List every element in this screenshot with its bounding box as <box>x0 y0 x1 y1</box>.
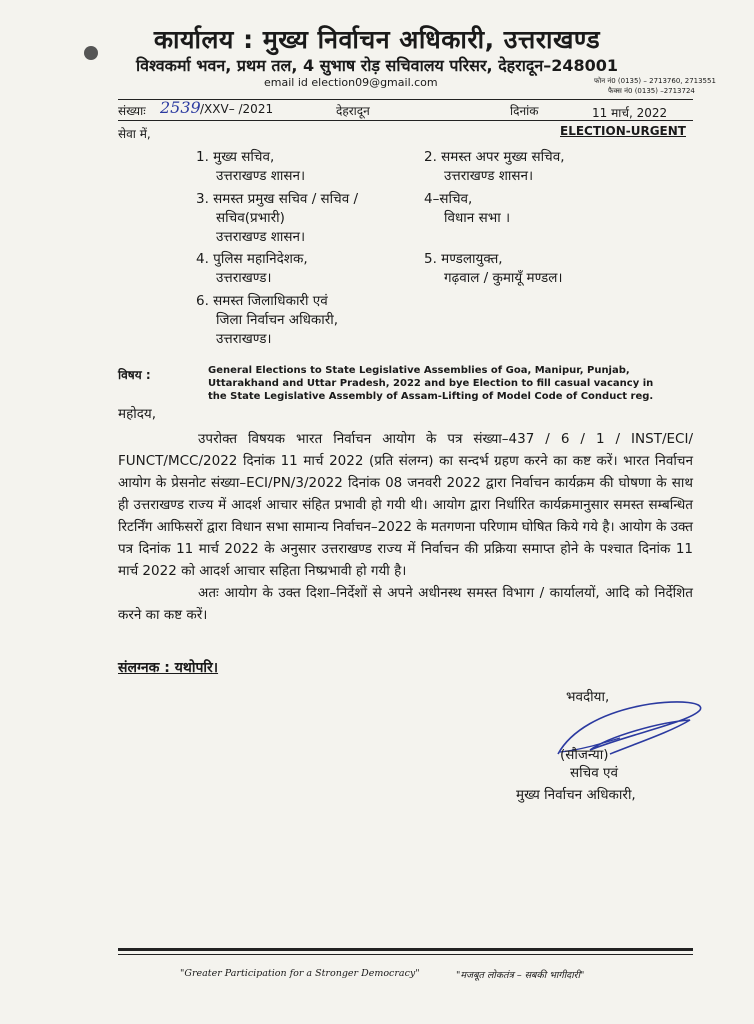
office-title: कार्यालय : मुख्य निर्वाचन अधिकारी, उत्तराखण्ड <box>153 25 601 54</box>
ref-series: /XXV– /2021 <box>200 102 274 116</box>
contact-block <box>594 76 716 96</box>
body-paragraph-2: अतः आयोग के उक्त दिशा–निर्देशों से अपने अधीनस्थ समस्त विभाग / कार्यालयों, आदि को निर्देशित करने का कष्ट करें। <box>118 585 693 623</box>
recipient-4-secretary: 4–सचिव, विधान सभा । <box>424 191 511 226</box>
fax-number: फैक्स नं0 (0135) –2713724 <box>608 87 695 95</box>
footer-slogan-hindi: "मजबूत लोकतंत्र – सबकी भागीदारी" <box>456 970 585 981</box>
recipient-1: 1. मुख्य सचिव, उत्तराखण्ड शासन। <box>196 149 306 184</box>
office-email: email id election09@gmail.com <box>264 76 438 89</box>
footer-slogan-english: "Greater Participation for a Stronger Democracy" <box>180 968 420 979</box>
recipient-5: 5. मण्डलायुक्त, गढ़वाल / कुमायूँ मण्डल। <box>424 251 563 286</box>
signature-closing: भवदीया, <box>566 689 610 705</box>
to-label: सेवा में, <box>118 127 151 141</box>
recipient-2: 2. समस्त अपर मुख्य सचिव, उत्तराखण्ड शासन। <box>424 149 565 184</box>
subject-label: विषय : <box>118 368 151 382</box>
signatory-designation-2: मुख्य निर्वाचन अधिकारी, <box>516 787 636 803</box>
footer-rule-thin <box>118 954 693 955</box>
ref-date: 11 मार्च, 2022 <box>592 106 668 120</box>
ref-city: देहरादून <box>336 104 370 118</box>
signatory-designation-1: सचिव एवं <box>570 765 618 781</box>
recipient-4: 4. पुलिस महानिदेशक, उत्तराखण्ड। <box>196 251 308 286</box>
subject-text: General Elections to State Legislative Assemblies of Goa, Manipur, Punjab, Uttarakhand and Uttar Pradesh, 2022 and bye Election to fill casual vacancy in the State Legislative Assembly of Assam-Lifting of Model Code of Conduct reg. <box>208 365 654 402</box>
phone-number: फोन नं0 (0135) – 2713760, 2713551 <box>594 77 716 85</box>
header-rule <box>118 99 693 100</box>
recipient-3: 3. समस्त प्रमुख सचिव / सचिव / सचिव(प्रभारी) उत्तराखण्ड शासन। <box>196 191 359 245</box>
ref-label: संख्याः <box>118 104 146 118</box>
ref-rule <box>118 120 693 121</box>
salutation: महोदय, <box>118 406 157 422</box>
ref-number: 2539 <box>160 98 201 117</box>
office-address: विश्वकर्मा भवन, प्रथम तल, 4 सुभाष रोड़ सचिवालय परिसर, देहरादून–248001 <box>135 56 619 75</box>
recipient-6: 6. समस्त जिलाधिकारी एवं जिला निर्वाचन अधिकारी, उत्तराखण्ड। <box>196 293 339 347</box>
urgent-label: ELECTION-URGENT <box>560 124 686 138</box>
ref-date-label: दिनांक <box>510 104 539 118</box>
signatory-name: (सौजन्या) <box>560 747 609 763</box>
body-paragraph-1: उपरोक्त विषयक भारत निर्वाचन आयोग के पत्र संख्या–437 / 6 / 1 / INST/ECI/ FUNCT/MCC/2022 दिनांक 11 मार्च 2022 (प्रति संलग्न) का सन्दर्भ ग्रहण करने का कष्ट करें। भारत निर्वाचन आयोग के प्रेसनोट संख्या–ECI/PN/3/2022 दिनांक 08 जनवरी 2022 द्वारा निर्वाचन कार्यक्रम की घोषणा के साथ ही उत्तराखण्ड राज्य में आदर्श आचार संहित प्रभावी हो गयी थी। आयोग द्वारा निर्धारित कार्यक्रमानुसार समस्त सम्बन्धित रिटर्निंग आफिसरों द्वारा विधान सभा सामान्य निर्वाचन–2022 के मतगणना परिणाम घोषित किये गये है। आयोग के उक्त पत्र दिनांक 11 मार्च 2022 के अनुसार उत्तराखण्ड राज्य में निर्वाचन की प्रक्रिया समाप्त होने के पश्चात दिनांक 11 मार्च 2022 को आदर्श आचार सहिता निष्प्रभावी हो गयी है। <box>118 431 693 579</box>
footer-rule-thick <box>118 948 693 951</box>
enclosure-note: संलग्नक : यथोपरि। <box>118 660 219 676</box>
letter-body <box>118 428 693 626</box>
